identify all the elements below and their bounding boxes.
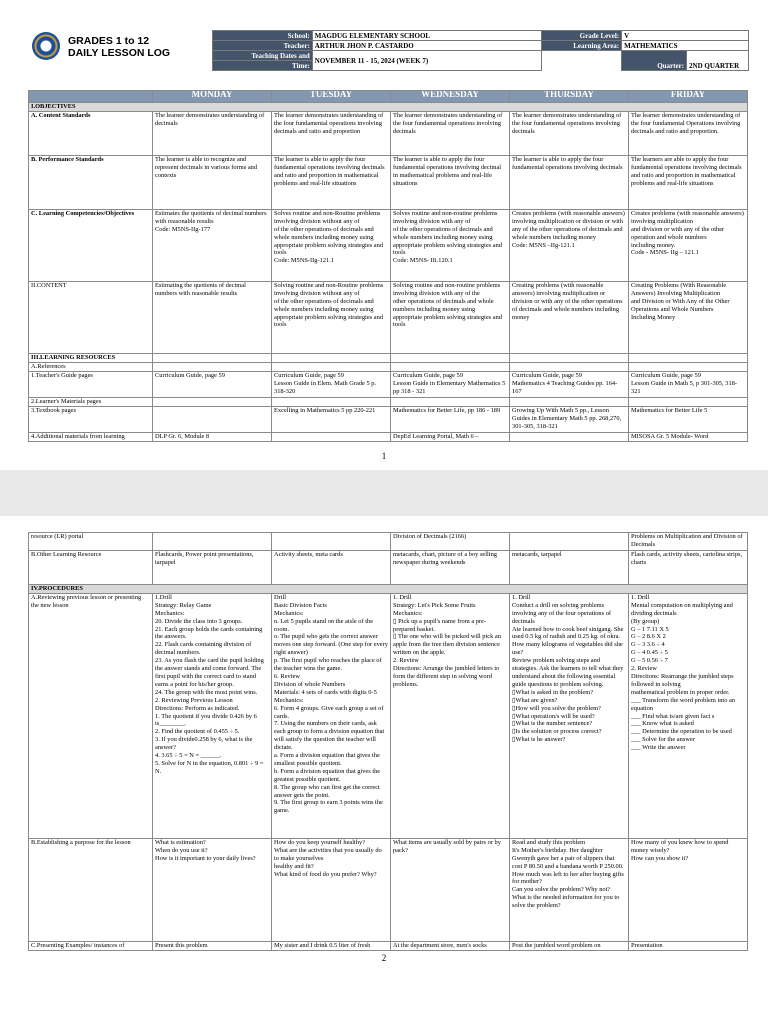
- cell-thursday: [510, 533, 629, 551]
- cell-monday: Estimates the quotients of decimal numbers with reasonable results Code: M5NS-IIg-177: [153, 209, 272, 281]
- cell-monday: Estimating the quotients of decimal numbers with reasonable results: [153, 281, 272, 353]
- row-label-c-learning-competencies-objectives: C. Learning Competencies/Objectives: [29, 209, 153, 281]
- day-header-monday: MONDAY: [153, 91, 272, 103]
- lesson-log-table-page-2: [28, 532, 748, 951]
- table-row: [29, 406, 748, 432]
- cell-friday: Flash cards, activity sheets, cartolina strips, charts: [629, 551, 748, 585]
- cell-thursday: [510, 362, 629, 371]
- table-row: [29, 397, 748, 406]
- row-label-b-other-learning-resource: B.Other Learning Resource: [29, 551, 153, 585]
- cell-wednesday: Division of Decimals (2166): [391, 533, 510, 551]
- cell-tuesday: Excelling in Mathematics 5 pp 220-221: [272, 406, 391, 432]
- cell-tuesday: The learner is able to apply the four fundamental operations involving decimals and ratio and proportion in mathematical problems and real-life situations: [272, 155, 391, 209]
- cell-tuesday: [272, 533, 391, 551]
- table-row: [29, 941, 748, 950]
- cell-monday: DLP Gr. 6, Module 8: [153, 432, 272, 441]
- cell-friday: Creates problems (with reasonable answers) involving multiplication and division or with any of the other operation and whole numbers including money. Code - M5NS- IIg – 121.1: [629, 209, 748, 281]
- section-heading-iv-procedures: IV.PROCEDURES: [29, 585, 748, 594]
- cell-thursday: [510, 432, 629, 441]
- cell-thursday: Curriculum Guide, page 59 Mathematics 4 Teaching Guides pp. 164-167: [510, 371, 629, 397]
- dates-label-1: Teaching Dates and: [213, 51, 313, 61]
- deped-seal-icon: [32, 32, 60, 60]
- section-row: [29, 585, 748, 594]
- cell-monday: [153, 533, 272, 551]
- row-label-b-performance-standards: B. Performance Standards: [29, 155, 153, 209]
- day-header-wednesday: WEDNESDAY: [391, 91, 510, 103]
- school-value: MAGDUG ELEMENTARY SCHOOL: [312, 31, 541, 41]
- table-row: [29, 838, 748, 941]
- area-value: MATHEMATICS: [622, 41, 749, 51]
- cell-monday: Curriculum Guide, page 59: [153, 371, 272, 397]
- table-row: [29, 209, 748, 281]
- cell-wednesday: DepEd Learning Portal, Math 6 –: [391, 432, 510, 441]
- cell-wednesday: The learner demonstrates understanding of the four fundamental operations involving decimals: [391, 111, 510, 155]
- section-row: [29, 103, 748, 112]
- title-line-2: DAILY LESSON LOG: [68, 47, 171, 59]
- cell-friday: The learners are able to apply the four fundamental operations involving decimals and ratio and proportion in mathematical problems and real-life situations: [629, 155, 748, 209]
- cell-wednesday: The learner is able to apply the four fundamental operations involving decimal in mathematical problems and real-life situations: [391, 155, 510, 209]
- cell-thursday: Growing Up With Math 5 pp., Lesson Guides in Elementary Math 5 pp. 268,270, 301-305, 318-321: [510, 406, 629, 432]
- cell-thursday: Post the jumbled word problem on: [510, 941, 629, 950]
- cell-tuesday: How do you keep yourself healthy? What are the activities that you usually do to make yourselves healthy and fit? What kind of food do you prefer? Why?: [272, 838, 391, 941]
- dates-value: NOVEMBER 11 - 15, 2024 (WEEK 7): [312, 51, 541, 71]
- table-row: [29, 362, 748, 371]
- cell-monday: What is estimation? When do you use it? How is it important to your daily lives?: [153, 838, 272, 941]
- table-row: [29, 551, 748, 585]
- table-row: [29, 533, 748, 551]
- row-label-c-presenting-examples-instances-of: C.Presenting Examples/ instances of: [29, 941, 153, 950]
- table-row: [29, 432, 748, 441]
- cell-monday: [153, 397, 272, 406]
- title-line-1: GRADES 1 to 12: [68, 35, 150, 47]
- cell-friday: 1. Drill Mental computation on multiplying and dividing decimals (By group) G – 1 7.11 X 5 G – 2 8.6 X 2 G – 3 3.6 ÷ 4 G – 4 0.45 ÷ 5 G – 5 0.56 ÷ 7 2. Review Directions: Rearrange the jumbled steps followed in solving mathematical problem in proper order. ___ Transform the word problem into an equation ___ Find what is/are given fact s ___ Know what is asked ___ Determine the operation to be used ___ Solve for the answer ___ Write the answer: [629, 593, 748, 838]
- cell-friday: Problems on Multiplication and Division of Decimals: [629, 533, 748, 551]
- cell-friday: [629, 397, 748, 406]
- cell-monday: The learner is able to recognize and represent decimals in various forms and contexts: [153, 155, 272, 209]
- page-1: [0, 0, 768, 470]
- page-number-1: 1: [381, 451, 387, 461]
- cell-thursday: 1. Drill Conduct a drill on solving problems involving any of the four operations of decimals Ate learned how to cook beef sinigang. She used 0.5 kg of radish and 0.25 kg. of okra. How many kilograms of vegetables did she use? Review problem solving steps and strategies. Ask the learners to tell what they understand about the following essential guide questions to problem solving. ▯What is asked in the problem? ▯What are given? ▯How will you solve the problem? ▯What operation/s will be used? ▯What is the number sentence? ▯Is the solution or process correct? ▯What is he answer?: [510, 593, 629, 838]
- cell-friday: Curriculum Guide, page 59 Lesson Guide in Math 5, p 301-305, 318-321: [629, 371, 748, 397]
- cell-thursday: The learner demonstrates understanding of the four fundamental operations involving decimals: [510, 111, 629, 155]
- table-row: [29, 111, 748, 155]
- cell-tuesday: [272, 362, 391, 371]
- teacher-value: ARTHUR JHON P. CASTARDO: [312, 41, 541, 51]
- corner-header: [29, 91, 153, 103]
- cell-friday: Mathematics for Better Life 5: [629, 406, 748, 432]
- section-heading-i-objectives: I.OBJECTIVES: [29, 103, 748, 112]
- row-label-resource-lr-portal: resource (LR) portal: [29, 533, 153, 551]
- cell-wednesday: Mathematics for Better Life, pp 186 - 189: [391, 406, 510, 432]
- cell-wednesday: 1. Drill Strategy: Let's Pick Some Fruits Mechanics: ▯ Pick up a pupil's name from a pre-prepared basket. ▯ The one who will be picked will pick an apple from the tree then division sentence written on the apple. 2. Review Directions: Arrange the jumbled letters to form the different step in solving word problems.: [391, 593, 510, 838]
- row-label-1-teacher-s-guide-pages: 1.Teacher's Guide pages: [29, 371, 153, 397]
- cell-monday: [153, 353, 272, 362]
- row-label-b-establishing-a-purpose-for-the-lesson: B.Establishing a purpose for the lesson: [29, 838, 153, 941]
- cell-friday: MISOSA Gr. 5 Module- Word: [629, 432, 748, 441]
- cell-tuesday: The learner demonstrates understanding of the four fundamental operations involving decimals and ratio and proportion: [272, 111, 391, 155]
- dates-label-2: Time:: [213, 61, 313, 71]
- cell-thursday: [510, 353, 629, 362]
- cell-monday: [153, 406, 272, 432]
- cell-wednesday: [391, 397, 510, 406]
- cell-thursday: Read and study this problem It's Mother's birthday. Her daughter Gwenyth gave her a pair of slippers that cost P 80.50 and a bandana worth P 250.00. How much was left to her after buying gifts for mother? Can you solve the problem? Why not? What is the needed information for you to solve the problem?: [510, 838, 629, 941]
- cell-thursday: Creates problems (with reasonable answers) involving multiplication or division or with any of the other operations of decimals and whole numbers including money Code: M5NS –IIg-121.1: [510, 209, 629, 281]
- row-label-ii-content: II.CONTENT: [29, 281, 153, 353]
- school-label: School:: [213, 31, 313, 41]
- page-2: [0, 516, 768, 1024]
- cell-friday: Presentation: [629, 941, 748, 950]
- cell-wednesday: [391, 362, 510, 371]
- cell-tuesday: Solves routine and non-Routine problems involving division without any of of the other operations of decimals and whole numbers including money using appropriate problem solving strategies and tools Code: M5NS-IIg-121.1: [272, 209, 391, 281]
- cell-wednesday: At the department store, men's socks: [391, 941, 510, 950]
- cell-wednesday: What items are usually sold by pairs or by pack?: [391, 838, 510, 941]
- cell-monday: 1.Drill Strategy: Relay Game Mechanics: 20. Divide the class into 3 groups. 21. Each group holds the cards containing the answers. 22. Flash cards containing division of decimal numbers. 23. As you flash the card the pupil holding the answer stands and come forward. The first pupil with the correct card to stand earns a point for his/her group. 24. The group with the most point wins. 2. Reviewing Previous Lesson Directions: Perform as indicated. 1. The quotient if you divide 0.426 by 6 is________. 2. Find the quotient of 0.455 ÷ 5. 3. If you divide0.258 by 6, what is the answer? 4. 3.65 ÷ 5 = N = ______. 5. Solve for N in the equation, 0.801 ÷ 9 = N.: [153, 593, 272, 838]
- cell-wednesday: [391, 353, 510, 362]
- table-row: [29, 281, 748, 353]
- grade-value: V: [622, 31, 749, 41]
- row-label-a-references: A.References: [29, 362, 153, 371]
- table-row: [29, 353, 748, 362]
- cell-wednesday: Solves routine and non-routine problems involving division with any of of the other operations of decimals and whole numbers including money using appropriate problem solving strategies and tools Code: M5NS- IIi.120.1: [391, 209, 510, 281]
- cell-friday: [629, 353, 748, 362]
- cell-tuesday: [272, 353, 391, 362]
- quarter-value: 2ND QUARTER: [687, 51, 749, 71]
- day-header-thursday: THURSDAY: [510, 91, 629, 103]
- cell-thursday: The learner is able to apply the four fundamental operations involving decimals: [510, 155, 629, 209]
- row-label-a-content-standards: A. Content Standards: [29, 111, 153, 155]
- cell-monday: Present this problem: [153, 941, 272, 950]
- cell-tuesday: Curriculum Guide, page 59 Lesson Guide in Elem. Math Grade 5 p. 318-320: [272, 371, 391, 397]
- cell-tuesday: Solving routine and non-Routine problems involving division without any of of the other operations of decimals and whole numbers including money using appropriate problem solving strategies and tools: [272, 281, 391, 353]
- cell-wednesday: metacards, chart, picture of a boy selling newspaper during weekends: [391, 551, 510, 585]
- row-label-iii-learning-resources: III.LEARNING RESOURCES: [29, 353, 153, 362]
- cell-friday: [629, 362, 748, 371]
- cell-wednesday: Solving routine and non-routine problems involving division with any of the other operations of decimals and whole numbers including money using appropriate problem solving strategies and tools: [391, 281, 510, 353]
- cell-friday: How many of you knew how to spend money wisely? How can you show it?: [629, 838, 748, 941]
- cell-tuesday: Activity sheets, meta cards: [272, 551, 391, 585]
- table-row: [29, 155, 748, 209]
- teacher-label: Teacher:: [213, 41, 313, 51]
- cell-monday: Flashcards, Power point presentations, tarpapel: [153, 551, 272, 585]
- cell-tuesday: Drill Basic Division Facts Mechanics: n. Let 5 pupils stand on the aisle of the room. o. The pupil who gets the correct answer moves one step forward. (One step for every right answer) p. The first pupil who reaches the place of the teacher wins the game. 6. Review Division of whole Numbers Materials: 4 sets of cards with digits 0-5 Mechanics: 6. Form 4 groups. Give each group a set of cards. 7. Using the numbers on their cards, ask each group to form a division equation that will satisfy the question the teacher will dictate. a. Form a division equation that gives the smallest possible quotient. b. Form a division equation that gives the greatest possible quotient. 8. The group who can first get the correct answer gets the point. 9. The first group to earn 3 points wins the game.: [272, 593, 391, 838]
- area-label: Learning Area:: [542, 41, 622, 51]
- cell-tuesday: [272, 397, 391, 406]
- cell-tuesday: [272, 432, 391, 441]
- row-label-4-additional-materials-from-learning: 4.Additional materials from learning: [29, 432, 153, 441]
- header-info-table: [212, 30, 749, 71]
- cell-friday: Creating Problems (With Reasonable Answers) Involving Multiplication and Division or With Any of the Other Operations and Whole Numbers Including Money: [629, 281, 748, 353]
- cell-monday: The learner demonstrates understanding of decimals: [153, 111, 272, 155]
- day-header-tuesday: TUESDAY: [272, 91, 391, 103]
- cell-thursday: Creating problems (with reasonable answers) involving multiplication or division or with any of the other operations of decimals and whole numbers including money: [510, 281, 629, 353]
- cell-monday: [153, 362, 272, 371]
- cell-thursday: metacards, tarpapel: [510, 551, 629, 585]
- quarter-label: Quarter:: [622, 51, 687, 71]
- cell-friday: The learner demonstrates understanding of the four fundamental Operations involving decimals and ratio and proportion.: [629, 111, 748, 155]
- row-label-a-reviewing-previous-lesson-or-presentin: A.Reviewing previous lesson or presenting the new lesson: [29, 593, 153, 838]
- cell-thursday: [510, 397, 629, 406]
- grade-label: Grade Level:: [542, 31, 622, 41]
- day-header-friday: FRIDAY: [629, 91, 748, 103]
- page-number-2: 2: [381, 953, 387, 963]
- cell-tuesday: My sister and I drink 0.5 liter of fresh: [272, 941, 391, 950]
- cell-wednesday: Curriculum Guide, page 59 Lesson Guide in Elementary Mathematics 5 pp 318 - 321: [391, 371, 510, 397]
- row-label-3-textbook-pages: 3.Textbook pages: [29, 406, 153, 432]
- document-title: [68, 35, 170, 59]
- table-row: [29, 593, 748, 838]
- lesson-log-table-page-1: [28, 90, 748, 442]
- table-row: [29, 371, 748, 397]
- row-label-2-learner-s-materials-pages: 2.Learner's Materials pages: [29, 397, 153, 406]
